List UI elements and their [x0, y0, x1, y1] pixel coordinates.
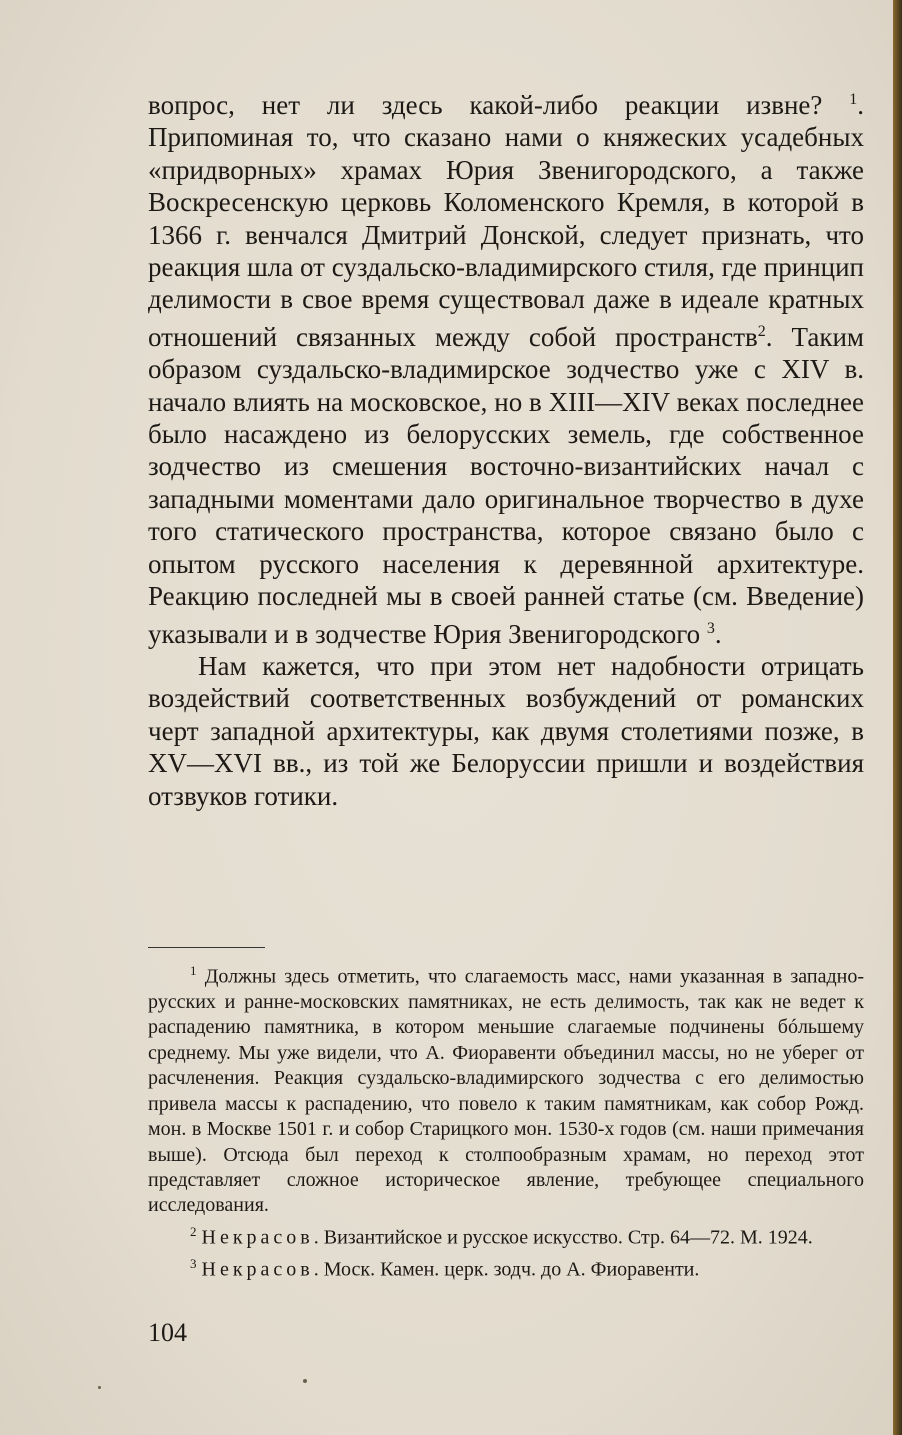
footnote-3-mark: 3 [190, 1255, 197, 1271]
footnote-ref-1: 1 [849, 91, 858, 108]
footnote-3-text: . Моск. Камен. церк. зодч. до А. Фиоравенти. [313, 1258, 700, 1281]
paper-speck [98, 1386, 101, 1389]
footnote-2-text: . Византийское и русское искусство. Стр. 64—72. М. 1924. [313, 1226, 813, 1249]
footnote-2-mark: 2 [190, 1223, 197, 1239]
page-number: 104 [148, 1318, 187, 1347]
paragraph-1 [148, 84, 864, 650]
footnote-3 [148, 1251, 864, 1283]
footnote-1-text: Должны здесь отметить, что слагаемость масс, нами указанная в западно-русских и ранне-московских памятниках, не есть делимость, так как не ведет к распадению памятника, в котором меньшие слагаемые подчинены бóльшему среднему. Мы уже видели, что А. Фиоравенти объединил массы, но не уберег от расчленения. Реакция суздальско-владимирского зодчества с его делимостью привела массы к распадению, что повело к таким памятникам, как собор Рожд. мон. в Москве 1501 г. и собор Старицкого мон. 1530-х годов (см. наши примечания выше). Отсюда был переход к столпообразным храмам, но переход этот представляет сложное историческое явление, требующее специального исследования. [148, 965, 864, 1217]
paragraph-1-part-b: . Припоминая то, что сказано нами о княжеских усадебных «придворных» храмах Юрия Звенигородского, а также Воскресенскую церковь Коломенского Кремля, в которой в 1366 г. венчался Дмитрий Донской, следует признать, что реакция шла от суздальско-владимирского стиля, где принцип делимости в свое время существовал даже в идеале кратных отношений связанных между собой пространств [148, 90, 864, 352]
paper-speck [303, 1379, 307, 1383]
paragraph-1-part-a: вопрос, нет ли здесь какой-либо реакции извне? [148, 90, 850, 120]
book-spine-edge [893, 0, 902, 1435]
footnote-1 [148, 958, 864, 1219]
paragraph-2: Нам кажется, что при этом нет надобности отрицать воздействий соответственных возбуждений от романских черт западной архитектуры, как двумя столетиями позже, в XV—XVI вв., из той же Белоруссии пришли и воздействия отзвуков готики. [148, 650, 864, 811]
footnote-ref-2: 2 [757, 322, 766, 340]
footnote-2 [148, 1219, 864, 1251]
paragraph-1-part-d: . [714, 618, 722, 649]
footnotes [148, 958, 864, 1283]
footnote-ref-3: 3 [706, 619, 715, 637]
paragraph-1-part-c: . Таким образом суздальско-владимирское зодчество уже с XIV в. начало влиять на московское, но в XIII—XIV веках последнее было насаждено из белорусских земель, где собственное зодчество из смешения восточно-византийских начал с западными моментами дало оригинальное творчество в духе того статического пространства, которое связано было с опытом русского населения к деревянной архитектуре. Реакцию последней мы в своей ранней статье (см. Введение) указывали и в зодчестве Юрия Звенигородского [148, 321, 864, 649]
footnote-1-mark: 1 [190, 963, 197, 978]
main-text [148, 84, 864, 812]
footnote-3-author: Некрасов [201, 1258, 314, 1281]
footnote-2-author: Некрасов [201, 1226, 314, 1249]
footnote-divider [148, 947, 265, 948]
